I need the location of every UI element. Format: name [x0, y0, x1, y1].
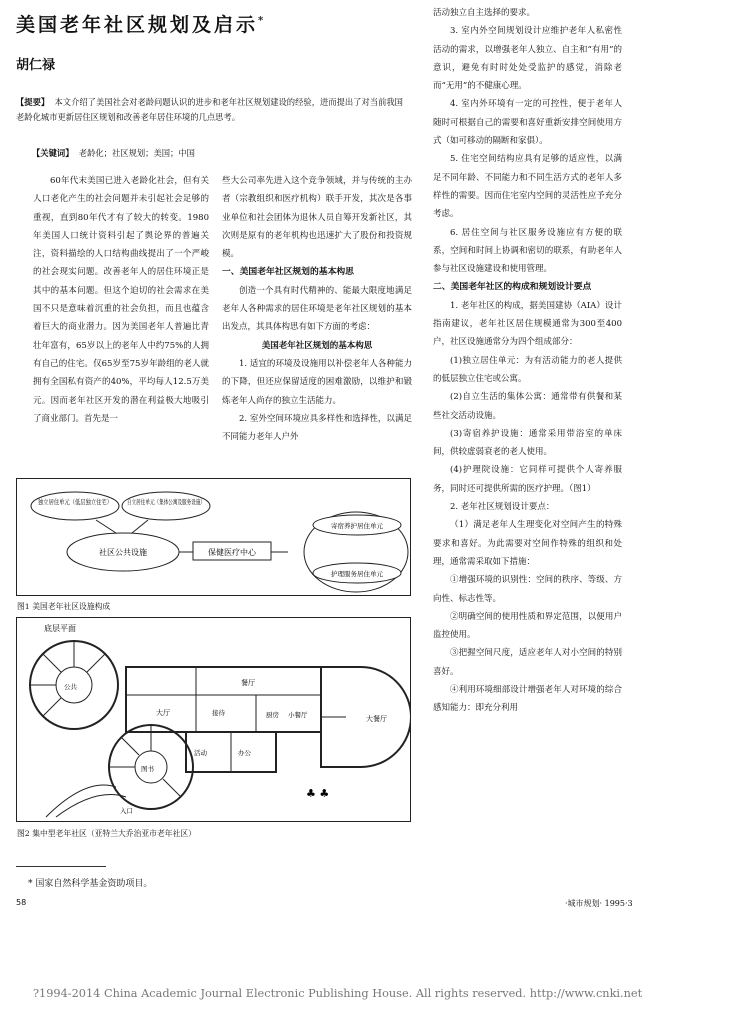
- figure-1-caption: 图1 美国老年社区设施构成: [17, 602, 111, 611]
- journal-info: ·城市规划· 1995·3: [565, 899, 633, 908]
- footnote-rule: [16, 866, 106, 867]
- article-title: 美国老年社区规划及启示*: [16, 14, 267, 36]
- abstract: 【提要】 本文介绍了美国社会对老龄问题认识的进步和老年社区规划建设的经验，进而提出了对当前我国老龄化城市更新居住区规划和改善老年居住环境的几点思考。: [16, 97, 403, 122]
- tree-icon: ♣ ♣: [306, 787, 330, 800]
- paragraph: 5. 住宅空间结构应具有足够的适应性，以满足不同年龄、不同能力和不同生活方式的老年人多样性的需要。因而住宅室内空间的灵活性应予充分考虑。: [433, 154, 622, 220]
- paragraph: (1)独立居住单元：为有活动能力的老人提供的低层独立住宅或公寓。: [433, 355, 622, 384]
- paragraph: 活动独立自主选择的要求。: [433, 8, 536, 18]
- node-independent-unit: [31, 492, 129, 520]
- room-label: 大厅: [156, 709, 170, 717]
- room-label: 餐厅: [241, 679, 255, 687]
- paragraph: 3. 室内外空间规划设计应维护老年人私密性活动的需求，以增强老年人独立、自主和“有用”的意识，避免有时时处处受监护的感觉，消除老而“无用”的不健康心理。: [433, 26, 622, 92]
- room-label: 入口: [120, 807, 133, 815]
- paragraph: (4)护理院设施：它同样可提供个人寄养服务，同时还可提供所需的医疗护理。（图1）: [433, 465, 622, 494]
- paragraph: 2. 室外空间环境应具多样性和选择性，以满足不同能力老年人户外: [222, 413, 412, 443]
- node-label: 独立居住单元（低层独立住宅）: [38, 498, 129, 506]
- copyright: ?1994-2014 China Academic Journal Electronic Publishing House. All rights reserved. http://www.cnki.net: [33, 987, 643, 1000]
- paragraph: ③把握空间尺度，适应老年人对小空间的特别喜好。: [433, 648, 622, 677]
- paragraph: (2)自立生活的集体公寓：通常带有供餐和某些社交活动设施。: [433, 392, 622, 421]
- room-label: 接待: [212, 709, 225, 717]
- figure-1-diagram: [16, 478, 411, 596]
- room-label: 厨房: [266, 711, 279, 719]
- author: 胡仁禄: [16, 58, 56, 73]
- paragraph: 60年代末美国已进入老龄化社会，但有关人口老化产生的社会问题并未引起社会足够的重视，直到80年代才有了较大的转变。1980年美国人口统计资料引起了舆论界的普遍关注，资料描绘的人口结构曲线提出了一个严峻的社会现实问题。改善老年人的居住环境正是其中的基本问题。但这个迫切的社会需求在美国不只是意味着沉重的社会负担，而且也蕴含着巨大的商业潜力。因为美国老年人普遍比青壮年富有，65岁以上的老年人中约75%的人拥有自己的住宅。仅65岁至75岁年龄组的老人就拥有全国私有资产的40%，平均每人12.5万美元。因而老年社区开发的潜在利益极大地吸引了商业部门。首先是一: [33, 176, 209, 424]
- paragraph: ②明确空间的使用性质和界定范围，以便用户监控使用。: [433, 611, 622, 641]
- paragraph: ①增强环境的识别性：空间的秩序、等级、方向性、标志性等。: [433, 575, 622, 604]
- room-label: 图书: [141, 765, 154, 773]
- page-number: 58: [16, 898, 27, 907]
- paragraph: (3)寄宿养护设施：通常采用带浴室的单床间，供较虚弱衰老的老人使用。: [433, 428, 622, 458]
- footnote: * 国家自然科学基金资助项目。: [28, 879, 153, 889]
- room-label: 活动: [194, 749, 207, 757]
- paragraph: 些大公司率先进入这个竞争领域，并与传统的主办者（宗教组织和医疗机构）联手开发，其次是各事业单位和社会团体为退休人员自筹开发新社区，其次则是原有的老年机构也迅速扩大了股份和投资规模。: [222, 176, 412, 260]
- paragraph: 1. 适宜的环境及设施用以补偿老年人各种能力的下降，但还应保留适度的困难激励，以维护和锻炼老年人尚存的独立生活能力。: [222, 358, 412, 406]
- figure-2-plan: [16, 617, 411, 822]
- node-label: 寄宿养护居住单元: [331, 522, 383, 530]
- sub-heading: 美国老年社区规划的基本构思: [261, 340, 373, 351]
- room-label: 公共: [64, 683, 77, 691]
- paragraph: 1. 老年社区的构成，据美国建协（AIA）设计指南建议，老年社区居住规模通常为300至400户，社区设施通常分为四个组成部分：: [433, 300, 622, 348]
- paragraph: 4. 室内外环境有一定的可控性，便于老年人随时可根据自己的需要和喜好重新安排空间使用方式（如可移动的隔断和家俱）。: [433, 99, 622, 147]
- room-label: 大餐厅: [366, 715, 387, 723]
- paragraph: 创造一个具有时代精神的、能最大限度地满足老年人各种需求的居住环境是老年社区规划的基本出发点，其具体构思有如下方面的考虑：: [222, 285, 412, 333]
- node-label: 保健医疗中心: [208, 548, 256, 557]
- room-label: 小餐厅: [288, 711, 308, 719]
- node-label: 社区公共设施: [99, 548, 147, 557]
- column-3: [433, 4, 622, 718]
- paragraph: （1）满足老年人生理变化对空间产生的特殊要求和喜好。为此需要对空间作特殊的组织和处理，通常需采取如下措施：: [433, 520, 622, 567]
- section-heading: 二、美国老年社区的构成和规划设计要点: [433, 282, 592, 293]
- paragraph: 2. 老年社区规划设计要点：: [450, 502, 555, 513]
- node-self-care-unit: [122, 492, 238, 520]
- plan-label: 底层平面: [44, 624, 76, 633]
- figure-frame: [17, 618, 411, 822]
- column-1: [33, 172, 209, 428]
- column-2: [222, 172, 412, 446]
- figure-2-caption: 图2 集中型老年社区（亚特兰大乔治亚市老年社区）: [17, 829, 196, 838]
- section-heading: 一、美国老年社区规划的基本构思: [222, 267, 354, 278]
- room-label: 办公: [238, 749, 251, 757]
- node-label: 护理服务居住单元: [331, 570, 383, 578]
- keywords: 【关键词】 老龄化；社区规划；美国；中国: [32, 148, 195, 158]
- node-label: 自立居住单元（集体公寓及服务设施）: [127, 498, 238, 506]
- paragraph: ④利用环境细部设计增强老年人对环境的综合感知能力：即充分利用: [433, 684, 622, 714]
- paragraph: 6. 居住空间与社区服务设施应有方便的联系，空间和时间上协调和密切的联系，有助老年人参与社区设施建设和使用管理。: [433, 227, 622, 275]
